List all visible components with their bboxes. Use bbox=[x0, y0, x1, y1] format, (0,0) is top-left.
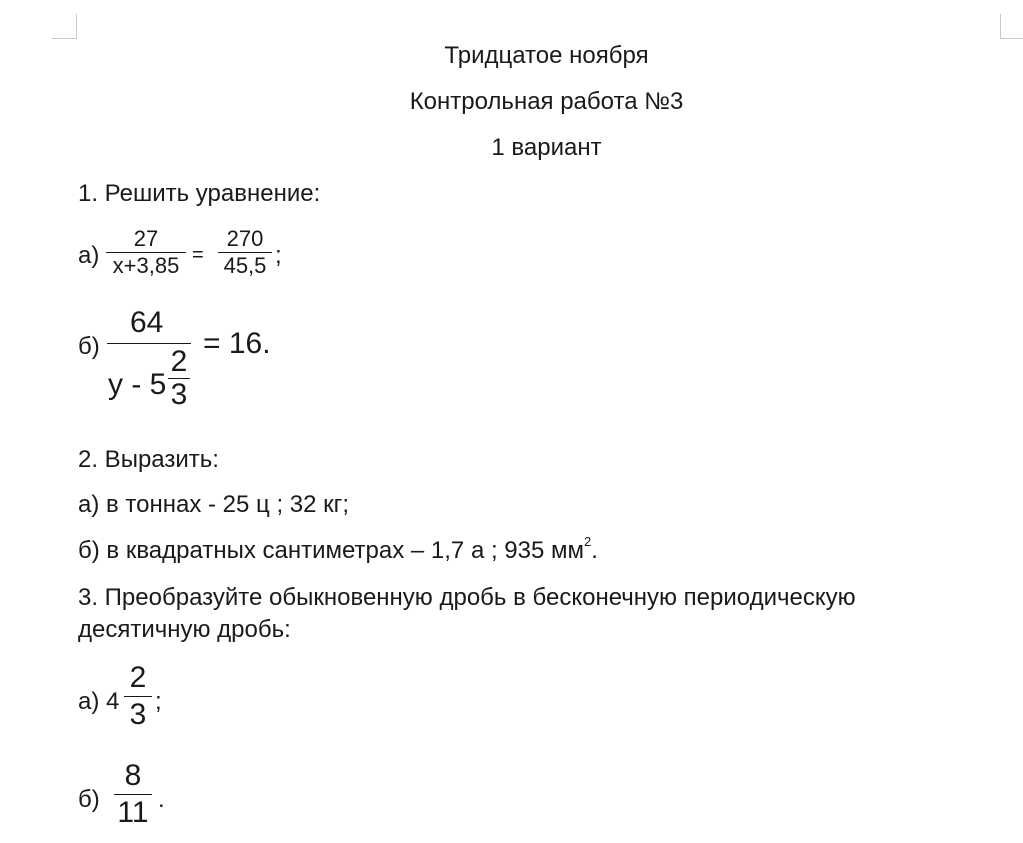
task3-a-label: а) 4 bbox=[78, 688, 120, 715]
task1-b-label: б) bbox=[78, 333, 100, 360]
task2-item-b-text: б) в квадратных сантиметрах – 1,7 а ; 935 мм bbox=[78, 537, 585, 564]
document-title: Контрольная работа №3 bbox=[409, 88, 684, 115]
fraction-numerator: 270 bbox=[226, 226, 264, 251]
fraction-numerator: 2 bbox=[129, 661, 147, 694]
task1-b-numerator: 64 bbox=[130, 306, 164, 339]
task3-a-fraction bbox=[124, 660, 152, 733]
task3-a-semicolon: ; bbox=[155, 688, 162, 715]
task1-b-denominator-prefix: у - 5 bbox=[108, 368, 167, 401]
variant-label: 1 вариант bbox=[491, 134, 602, 161]
fraction-bar bbox=[107, 343, 191, 344]
task3-b-fraction bbox=[114, 758, 152, 831]
fraction-denominator: 11 bbox=[117, 796, 149, 829]
task1-a-right-fraction bbox=[218, 226, 272, 279]
task2-item-a: а) в тоннах - 25 ц ; 32 кг; bbox=[78, 491, 350, 518]
task2-heading: 2. Выразить: bbox=[78, 446, 219, 473]
document-date: Тридцатое ноября bbox=[444, 42, 649, 69]
task1-b-right-side: = 16. bbox=[203, 327, 271, 360]
fraction-numerator: 27 bbox=[133, 226, 159, 251]
fraction-denominator: x+3,85 bbox=[112, 253, 180, 278]
task1-a-left-fraction bbox=[106, 226, 186, 279]
page-corner-mark-left bbox=[52, 14, 77, 39]
task1-a-semicolon: ; bbox=[275, 242, 282, 269]
task3-b-label: б) bbox=[78, 786, 100, 813]
page-corner-mark-right bbox=[1000, 14, 1023, 39]
task3-b-period: . bbox=[158, 786, 165, 813]
superscript: 2 bbox=[584, 534, 592, 549]
task1-b-mixed-fraction bbox=[168, 346, 190, 411]
fraction-denominator: 45,5 bbox=[223, 253, 267, 278]
task1-a-label: а) bbox=[78, 242, 100, 269]
task3-heading-line1: 3. Преобразуйте обыкновенную дробь в бесконечную периодическую bbox=[78, 584, 856, 611]
task3-heading-line2: десятичную дробь: bbox=[78, 616, 291, 643]
task2-item-b-end: . bbox=[591, 537, 598, 564]
fraction-denominator: 3 bbox=[170, 378, 188, 411]
task1-a-equals: = bbox=[192, 244, 204, 266]
task2-item-b bbox=[78, 534, 598, 565]
fraction-denominator: 3 bbox=[129, 698, 147, 731]
task1-heading: 1. Решить уравнение: bbox=[78, 180, 321, 207]
fraction-numerator: 2 bbox=[170, 345, 188, 378]
fraction-numerator: 8 bbox=[124, 759, 142, 792]
